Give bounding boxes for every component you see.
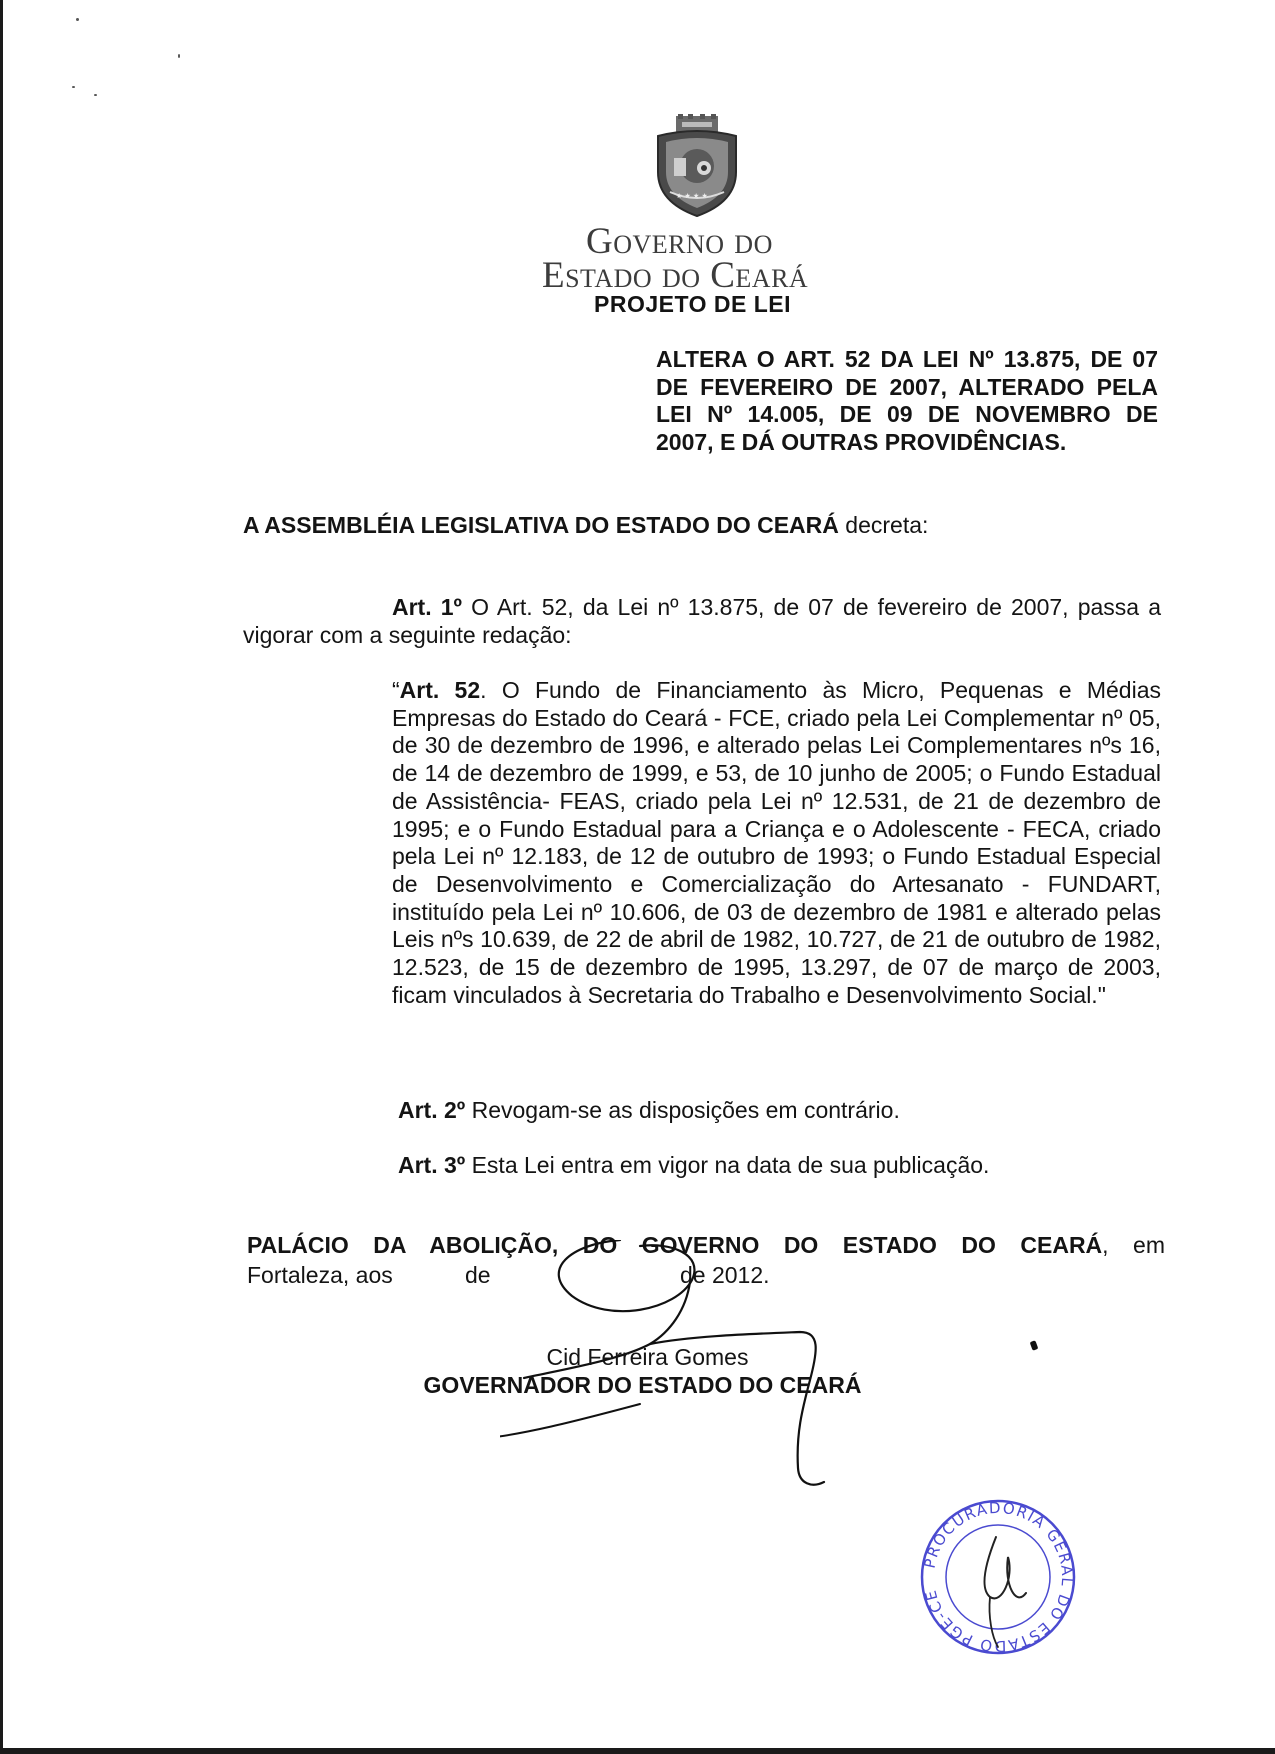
article-3-label: Art. 3º (398, 1152, 466, 1178)
date-part-1: Fortaleza, aos (247, 1262, 393, 1288)
procuradoria-stamp (918, 1497, 1078, 1657)
preamble (243, 512, 928, 539)
article-2-label: Art. 2º (398, 1097, 466, 1123)
closing-em: , em (1102, 1232, 1165, 1258)
document-type-title: PROJETO DE LEI (594, 291, 792, 317)
date-part-3: de 2012. (680, 1262, 770, 1288)
scan-speck (76, 18, 79, 21)
closing-palace: PALÁCIO DA ABOLIÇÃO, DO GOVERNO DO ESTADO DO CEARÁ (247, 1232, 1103, 1258)
preamble-assembly: A ASSEMBLÉIA LEGISLATIVA DO ESTADO DO CEARÁ (243, 512, 839, 538)
article-3-text: Esta Lei entra em vigor na data de sua publicação. (465, 1152, 990, 1178)
svg-text:PROCURADORIA GERAL DO ESTADO P (921, 1499, 1077, 1655)
preamble-verb: decreta: (838, 512, 929, 538)
quote-mark: “ (392, 677, 400, 703)
article-1-text: O Art. 52, da Lei nº 13.875, de 07 de fevereiro de 2007, passa a vigorar com a seguinte redação: (243, 594, 1161, 648)
scan-speck (178, 54, 180, 58)
signer-name: Cid Ferreira Gomes (546, 1344, 749, 1370)
article-3 (398, 1152, 989, 1180)
article-52-label: Art. 52 (399, 677, 481, 703)
letterhead-line-2: Estado do Ceará (542, 255, 809, 296)
article-52-quoted (392, 677, 1161, 1009)
scan-speck (94, 94, 97, 96)
article-2-text: Revogam-se as disposições em contrário. (465, 1097, 900, 1123)
letterhead-line-1: Governo do (586, 221, 773, 262)
article-1 (243, 594, 1161, 649)
date-part-2: de (465, 1262, 491, 1288)
state-crest-icon (652, 114, 742, 218)
scan-speck (72, 86, 75, 88)
article-52-text: . O Fundo de Financiamento às Micro, Pequenas e Médias Empresas do Estado do Ceará - FCE, criado pela Lei Complementar nº 05, de 30 de dezembro de 1996, e alterado pelas Lei Complementares nºs 16, de 14 de dezembro de 1999, e 53, de 10 junho de 2005; o Fundo Estadual de Assistência- FEAS, criado pela Lei nº 12.531, de 21 de dezembro de 1995; e o Fundo Estadual para a Criança e o Adolescente - FECA, criado pela Lei nº 12.183, de 12 de outubro de 1993; o Fundo Estadual Especial de Desenvolvimento e Comercialização do Artesanato - FUNDART, instituído pela Lei nº 10.606, de 03 de dezembro de 1981 e alterado pelas Leis nºs 10.639, de 22 de abril de 1982, 10.727, de 21 de outubro de 1982, 12.523, de 15 de dezembro de 1995, 13.297, de 07 de março de 2003, ficam vinculados à Secretaria do Trabalho e Desenvolvimento Social." (392, 677, 1162, 1008)
article-1-label: Art. 1º (392, 594, 462, 620)
signer-title: GOVERNADOR DO ESTADO DO CEARÁ (423, 1372, 862, 1398)
scan-edge-bottom (0, 1748, 1275, 1754)
svg-text:★ ★ ★ ★: ★ ★ ★ ★ (676, 192, 708, 200)
scan-edge-left (0, 0, 3, 1754)
article-2 (398, 1097, 900, 1125)
law-summary: ALTERA O ART. 52 DA LEI Nº 13.875, DE 07 DE FEVEREIRO DE 2007, ALTERADO PELA LEI Nº 14.005, DE 09 DE NOVEMBRO DE 2007, E DÁ OUTRAS PROVIDÊNCIAS. (656, 346, 1158, 455)
stamp-text: PROCURADORIA GERAL DO ESTADO PGE-CE (920, 1498, 1077, 1656)
